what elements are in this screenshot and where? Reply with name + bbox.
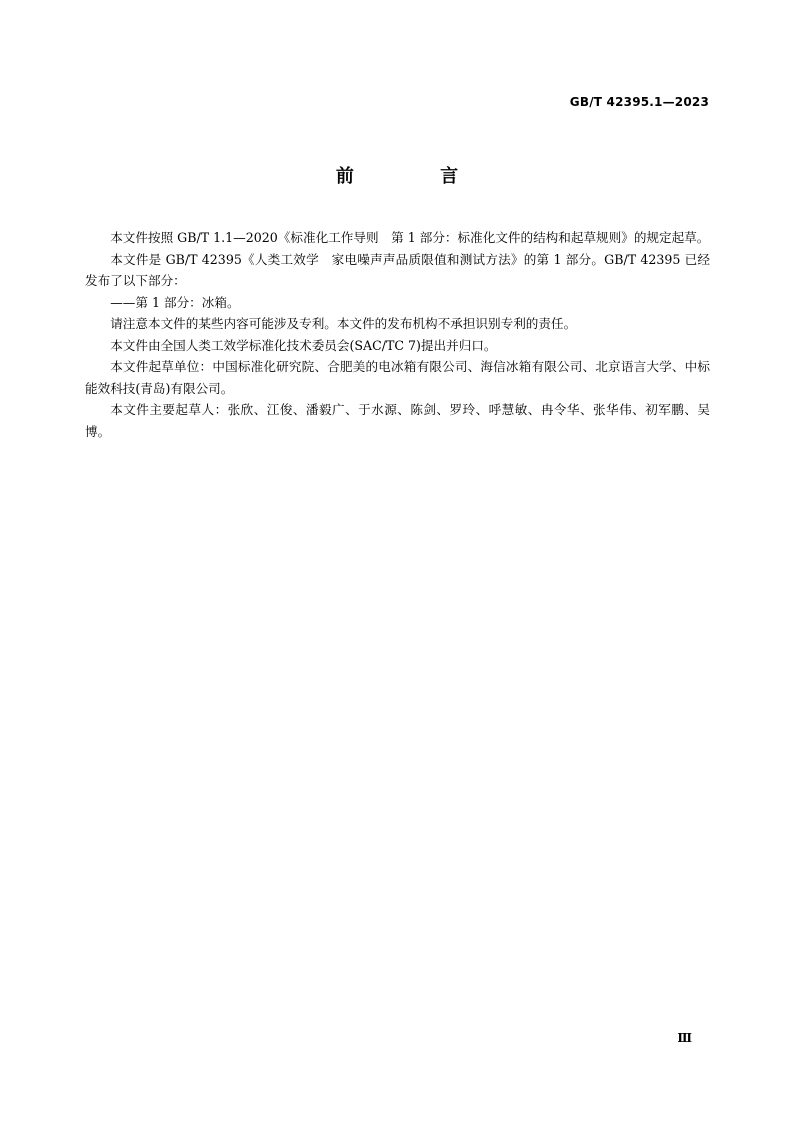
foreword-body	[85, 227, 710, 442]
paragraph-patent-notice: 请注意本文件的某些内容可能涉及专利。本文件的发布机构不承担识别专利的责任。	[110, 316, 577, 331]
paragraph-part-list-item: ——第 1 部分：冰箱。	[110, 294, 240, 310]
paragraph-drafting-rules: 本文件按照 GB/T 1.1—2020《标准化工作导则 第 1 部分：标准化文件的结构和起草规则》的规定起草。	[110, 230, 710, 245]
paragraph-series-info: 本文件是 GB/T 42395《人类工效学 家电噪声声品质限值和测试方法》的第 1 部分。GB/T 42395 已经发布了以下部分：	[85, 251, 710, 288]
document-code: GB/T 42395.1—2023	[569, 95, 709, 109]
paragraph-proposer: 本文件由全国人类工效学标准化技术委员会(SAC/TC 7)提出并归口。	[110, 337, 497, 353]
page-number: Ⅲ	[677, 1031, 692, 1045]
paragraph-drafting-units: 本文件起草单位：中国标准化研究院、合肥美的电冰箱有限公司、海信冰箱有限公司、北京语言大学、中标能效科技(青岛)有限公司。	[85, 359, 710, 396]
paragraph-drafters: 本文件主要起草人：张欣、江俊、潘毅广、于水源、陈剑、罗玲、呼慧敏、冉令华、张华伟、初军鹏、吴博。	[85, 402, 710, 439]
page-title: 前 言	[335, 166, 499, 187]
